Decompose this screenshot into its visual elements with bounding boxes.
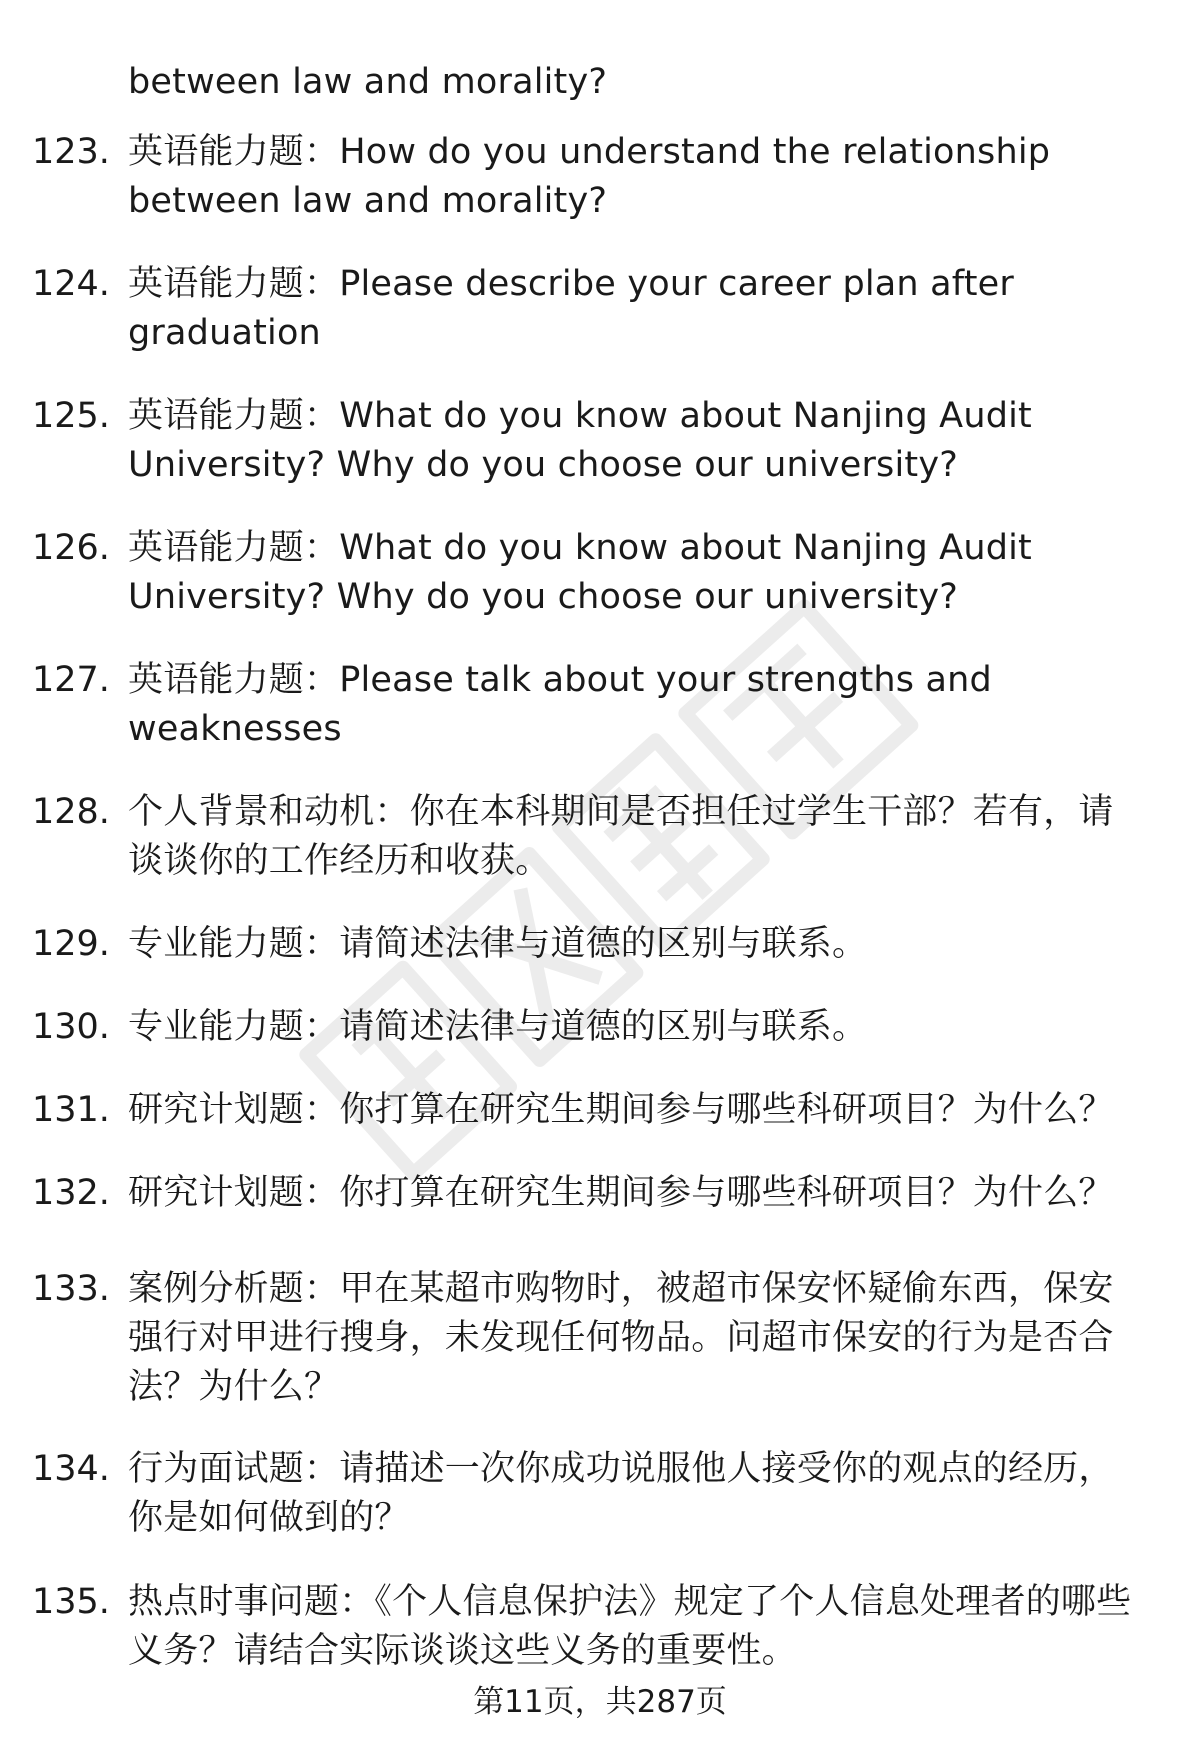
question-text: 研究计划题：你打算在研究生期间参与哪些科研项目？为什么？ [128, 1090, 1114, 1130]
question-text: 英语能力题：What do you know about Nanjing Audit University? Why do you choose our university? [128, 396, 1032, 485]
question-number: 127. [32, 660, 110, 700]
question-number: 128. [32, 792, 110, 832]
question-text: 英语能力题：What do you know about Nanjing Audit University? Why do you choose our university? [128, 528, 1032, 617]
question-number: 124. [32, 264, 110, 304]
question-text: 专业能力题：请简述法律与道德的区别与联系。 [128, 1007, 868, 1047]
question-text: 专业能力题：请简述法律与道德的区别与联系。 [128, 924, 868, 964]
question-text: 英语能力题：Please talk about your strengths and weaknesses [128, 660, 992, 749]
continued-question-text: between law and morality? [128, 62, 608, 102]
question-text: 英语能力题：How do you understand the relationship between law and morality? [128, 132, 1051, 221]
question-text: 英语能力题：Please describe your career plan after graduation [128, 264, 1014, 353]
question-number: 133. [32, 1269, 110, 1309]
question-number: 131. [32, 1090, 110, 1130]
question-text: 案例分析题：甲在某超市购物时，被超市保安怀疑偷东西，保安强行对甲进行搜身，未发现任何物品。问超市保安的行为是否合法？为什么？ [128, 1269, 1114, 1407]
question-number: 134. [32, 1449, 110, 1489]
question-text: 研究计划题：你打算在研究生期间参与哪些科研项目？为什么？ [128, 1173, 1114, 1213]
question-text: 个人背景和动机：你在本科期间是否担任过学生干部？若有，请谈谈你的工作经历和收获。 [128, 792, 1114, 881]
question-number: 125. [32, 396, 110, 436]
question-text: 行为面试题：请描述一次你成功说服他人接受你的观点的经历，你是如何做到的？ [128, 1449, 1114, 1538]
page-footer: 第11页，共287页 [473, 1684, 727, 1720]
question-number: 130. [32, 1007, 110, 1047]
question-text: 热点时事问题：《个人信息保护法》规定了个人信息处理者的哪些义务？请结合实际谈谈这些义务的重要性。 [128, 1582, 1132, 1671]
question-number: 123. [32, 132, 110, 172]
question-number: 135. [32, 1582, 110, 1622]
question-number: 132. [32, 1173, 110, 1213]
question-number: 129. [32, 924, 110, 964]
question-number: 126. [32, 528, 110, 568]
